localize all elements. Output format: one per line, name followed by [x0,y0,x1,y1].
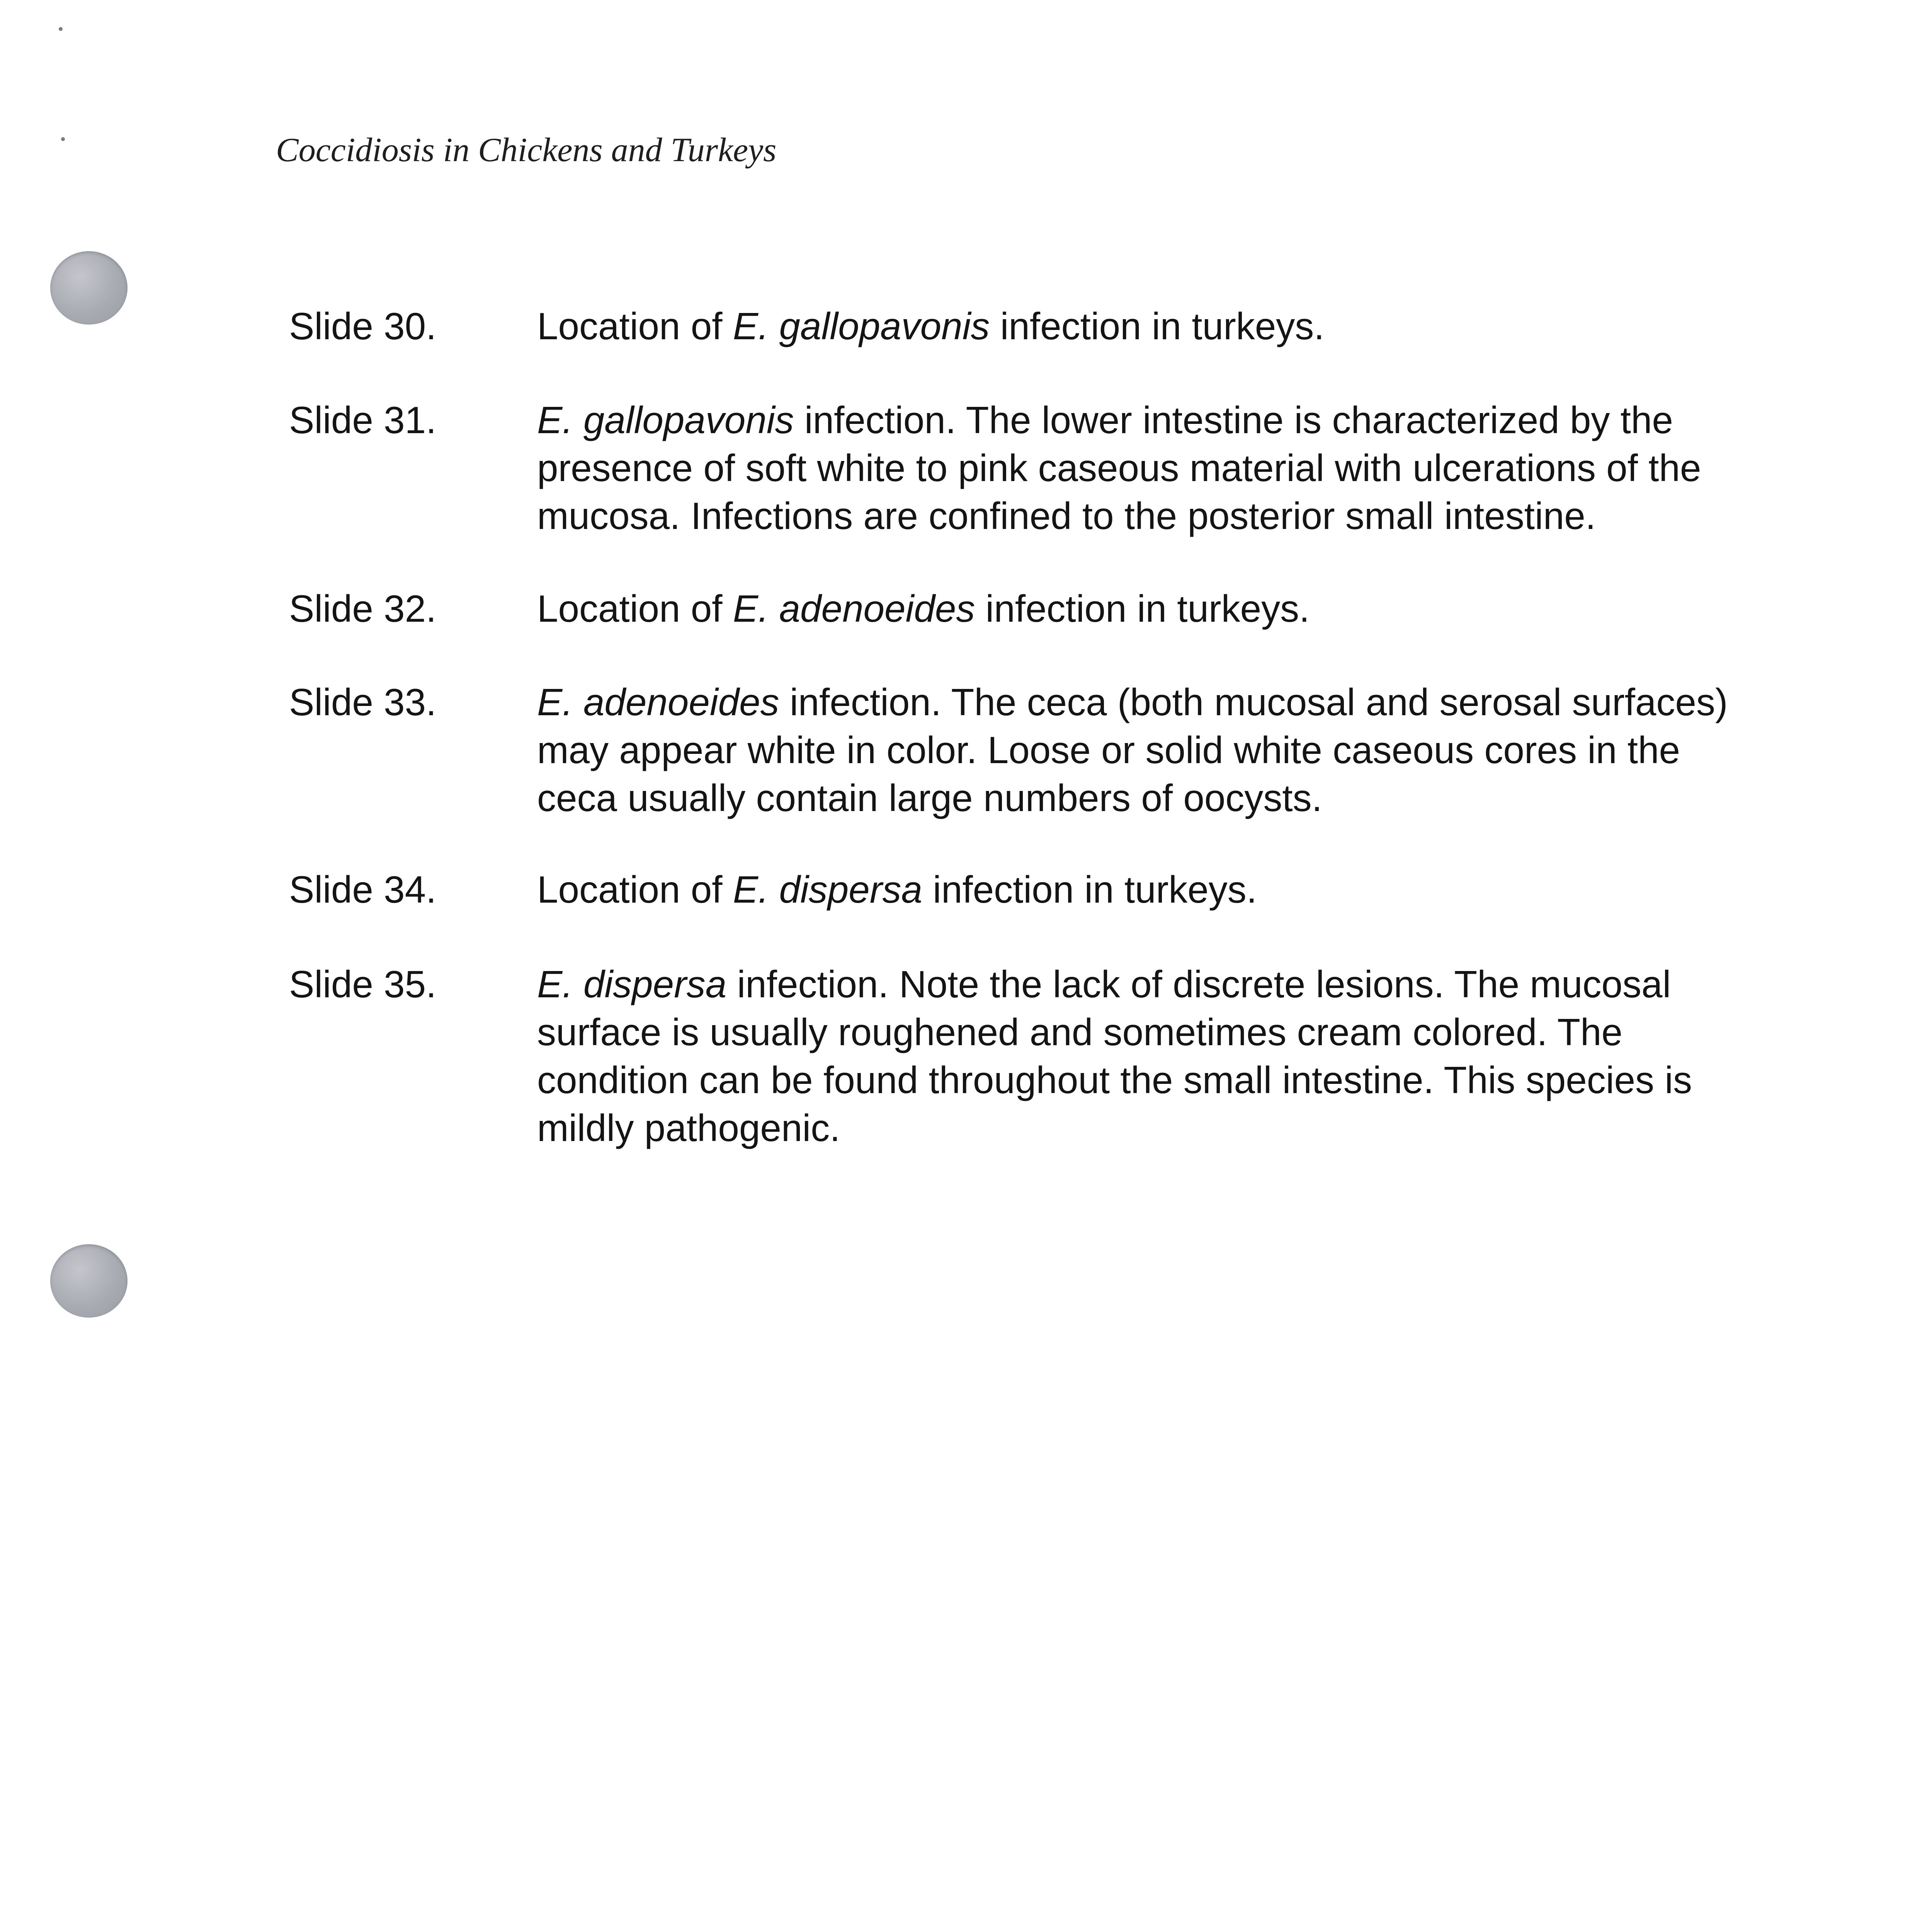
scan-speck [61,137,65,141]
slide-description [537,678,1758,822]
description-lead: Location of [537,868,733,911]
slide-label: Slide 30. [289,305,437,347]
description-body: infection. The lower intestine is characterized by the presence of soft white to pink caseous material with ulcerations of the mucosa. Infections are confined to the posterior small intestine. [537,399,1701,537]
slide-label: Slide 34. [289,868,437,911]
description-body: infection. The ceca (both mucosal and serosal surfaces) may appear white in color. Loose or solid white caseous cores in the ceca usually contain large numbers of oocysts. [537,681,1728,819]
slide-label: Slide 35. [289,963,437,1005]
species-name: E. gallopavonis [537,399,794,441]
slide-label: Slide 32. [289,587,437,630]
slide-description [537,585,1758,633]
slide-description [537,396,1758,540]
description-lead: Location of [537,587,733,630]
slide-description [537,960,1758,1152]
description-body: infection in turkeys. [990,305,1325,347]
description-lead: Location of [537,305,733,347]
slide-description [537,866,1758,913]
species-name: E. gallopavonis [733,305,990,347]
slide-description [537,302,1758,350]
species-name: E. adenoeides [537,681,779,723]
description-body: infection in turkeys. [975,587,1310,630]
binder-hole-middle [50,1244,128,1318]
species-name: E. dispersa [733,868,922,911]
species-name: E. adenoeides [733,587,975,630]
running-head: Coccidiosis in Chickens and Turkeys [276,131,777,169]
species-name: E. dispersa [537,963,727,1005]
description-body: infection in turkeys. [922,868,1257,911]
scan-speck [59,27,63,31]
description-body: infection. Note the lack of discrete lesions. The mucosal surface is usually roughened and sometimes cream colored. The condition can be found throughout the small intestine. This species is mildly pathogenic. [537,963,1692,1149]
slide-label: Slide 33. [289,681,437,723]
binder-hole-top [50,251,128,325]
slide-label: Slide 31. [289,399,437,441]
